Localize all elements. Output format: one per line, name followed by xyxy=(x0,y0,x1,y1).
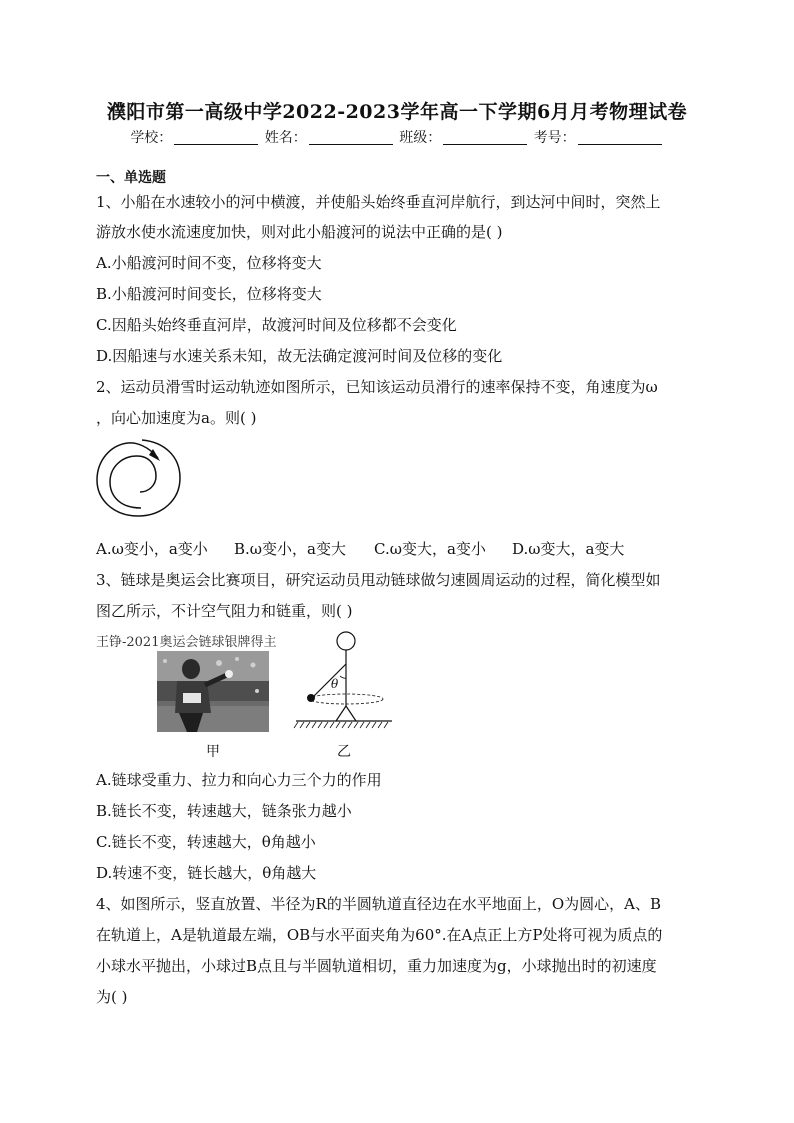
q3-option-a: A.链球受重力、拉力和向心力三个力的作用 xyxy=(96,771,382,789)
name-label: 姓名： xyxy=(264,130,307,146)
figure-jia-label: 甲 xyxy=(206,744,220,760)
name-blank xyxy=(309,130,393,145)
q1-stem-line2: 游放水使水流速度加快，则对此小船渡河的说法中正确的是( ) xyxy=(96,223,503,241)
q3-option-b: B.链长不变，转速越大，链条张力越小 xyxy=(96,802,352,820)
q2-option-a: A.ω变小，a变小 xyxy=(96,540,208,558)
hammer-throw-photo xyxy=(157,651,269,732)
class-blank xyxy=(443,130,527,145)
q4-stem-line3: 小球水平抛出，小球过B点且与半圆轨道相切，重力加速度为g，小球抛出时的初速度 xyxy=(96,957,657,975)
school-blank xyxy=(174,130,258,145)
section-heading: 一、单选题 xyxy=(96,170,166,186)
q2-option-d: D.ω变大，a变大 xyxy=(512,540,625,558)
figure-yi-label: 乙 xyxy=(337,744,351,760)
exam-number-label: 考号： xyxy=(533,130,576,146)
q4-stem-line1: 4、如图所示，竖直放置、半径为R的半圆轨道直径边在水平地面上，O为圆心，A、B xyxy=(96,895,661,913)
q4-stem-line2: 在轨道上，A是轨道最左端，OB与水平面夹角为60°.在A点正上方P处将可视为质点的 xyxy=(96,926,663,944)
q2-stem-line2: ，向心加速度为a。则( ) xyxy=(96,409,257,427)
q2-option-c: C.ω变大，a变小 xyxy=(374,540,486,558)
spiral-trajectory-figure xyxy=(92,434,187,522)
q1-option-c: C.因船头始终垂直河岸，故渡河时间及位移都不会变化 xyxy=(96,316,457,334)
q3-stem-line1: 3、链球是奥运会比赛项目，研究运动员甩动链球做匀速圆周运动的过程，简化模型如 xyxy=(96,571,661,589)
exam-number-blank xyxy=(578,130,662,145)
q1-stem-line1: 1、小船在水速较小的河中横渡，并使船头始终垂直河岸航行，到达河中间时，突然上 xyxy=(96,193,661,211)
q1-option-a: A.小船渡河时间不变，位移将变大 xyxy=(96,254,322,272)
class-label: 班级： xyxy=(399,130,442,146)
student-info-row xyxy=(0,127,794,147)
q3-option-d: D.转速不变，链长越大，θ角越大 xyxy=(96,864,317,882)
hammer-model-diagram xyxy=(292,630,402,738)
q1-option-d: D.因船速与水速关系未知，故无法确定渡河时间及位移的变化 xyxy=(96,347,503,365)
q4-stem-line4: 为( ) xyxy=(96,988,128,1006)
q1-option-b: B.小船渡河时间变长，位移将变大 xyxy=(96,285,322,303)
q2-stem-line1: 2、运动员滑雪时运动轨迹如图所示，已知该运动员滑行的速率保持不变，角速度为ω xyxy=(96,378,658,396)
theta-label: θ xyxy=(331,677,339,691)
q2-options-row xyxy=(96,538,624,559)
q3-stem-line2: 图乙所示，不计空气阻力和链重，则( ) xyxy=(96,602,353,620)
photo-caption: 王铮-2021奥运会链球银牌得主 xyxy=(96,635,277,650)
q3-option-c: C.链长不变，转速越大，θ角越小 xyxy=(96,833,316,851)
q2-option-b: B.ω变小，a变大 xyxy=(234,540,346,558)
page-title: 濮阳市第一高级中学2022-2023学年高一下学期6月月考物理试卷 xyxy=(106,101,688,123)
school-label: 学校： xyxy=(130,130,173,146)
